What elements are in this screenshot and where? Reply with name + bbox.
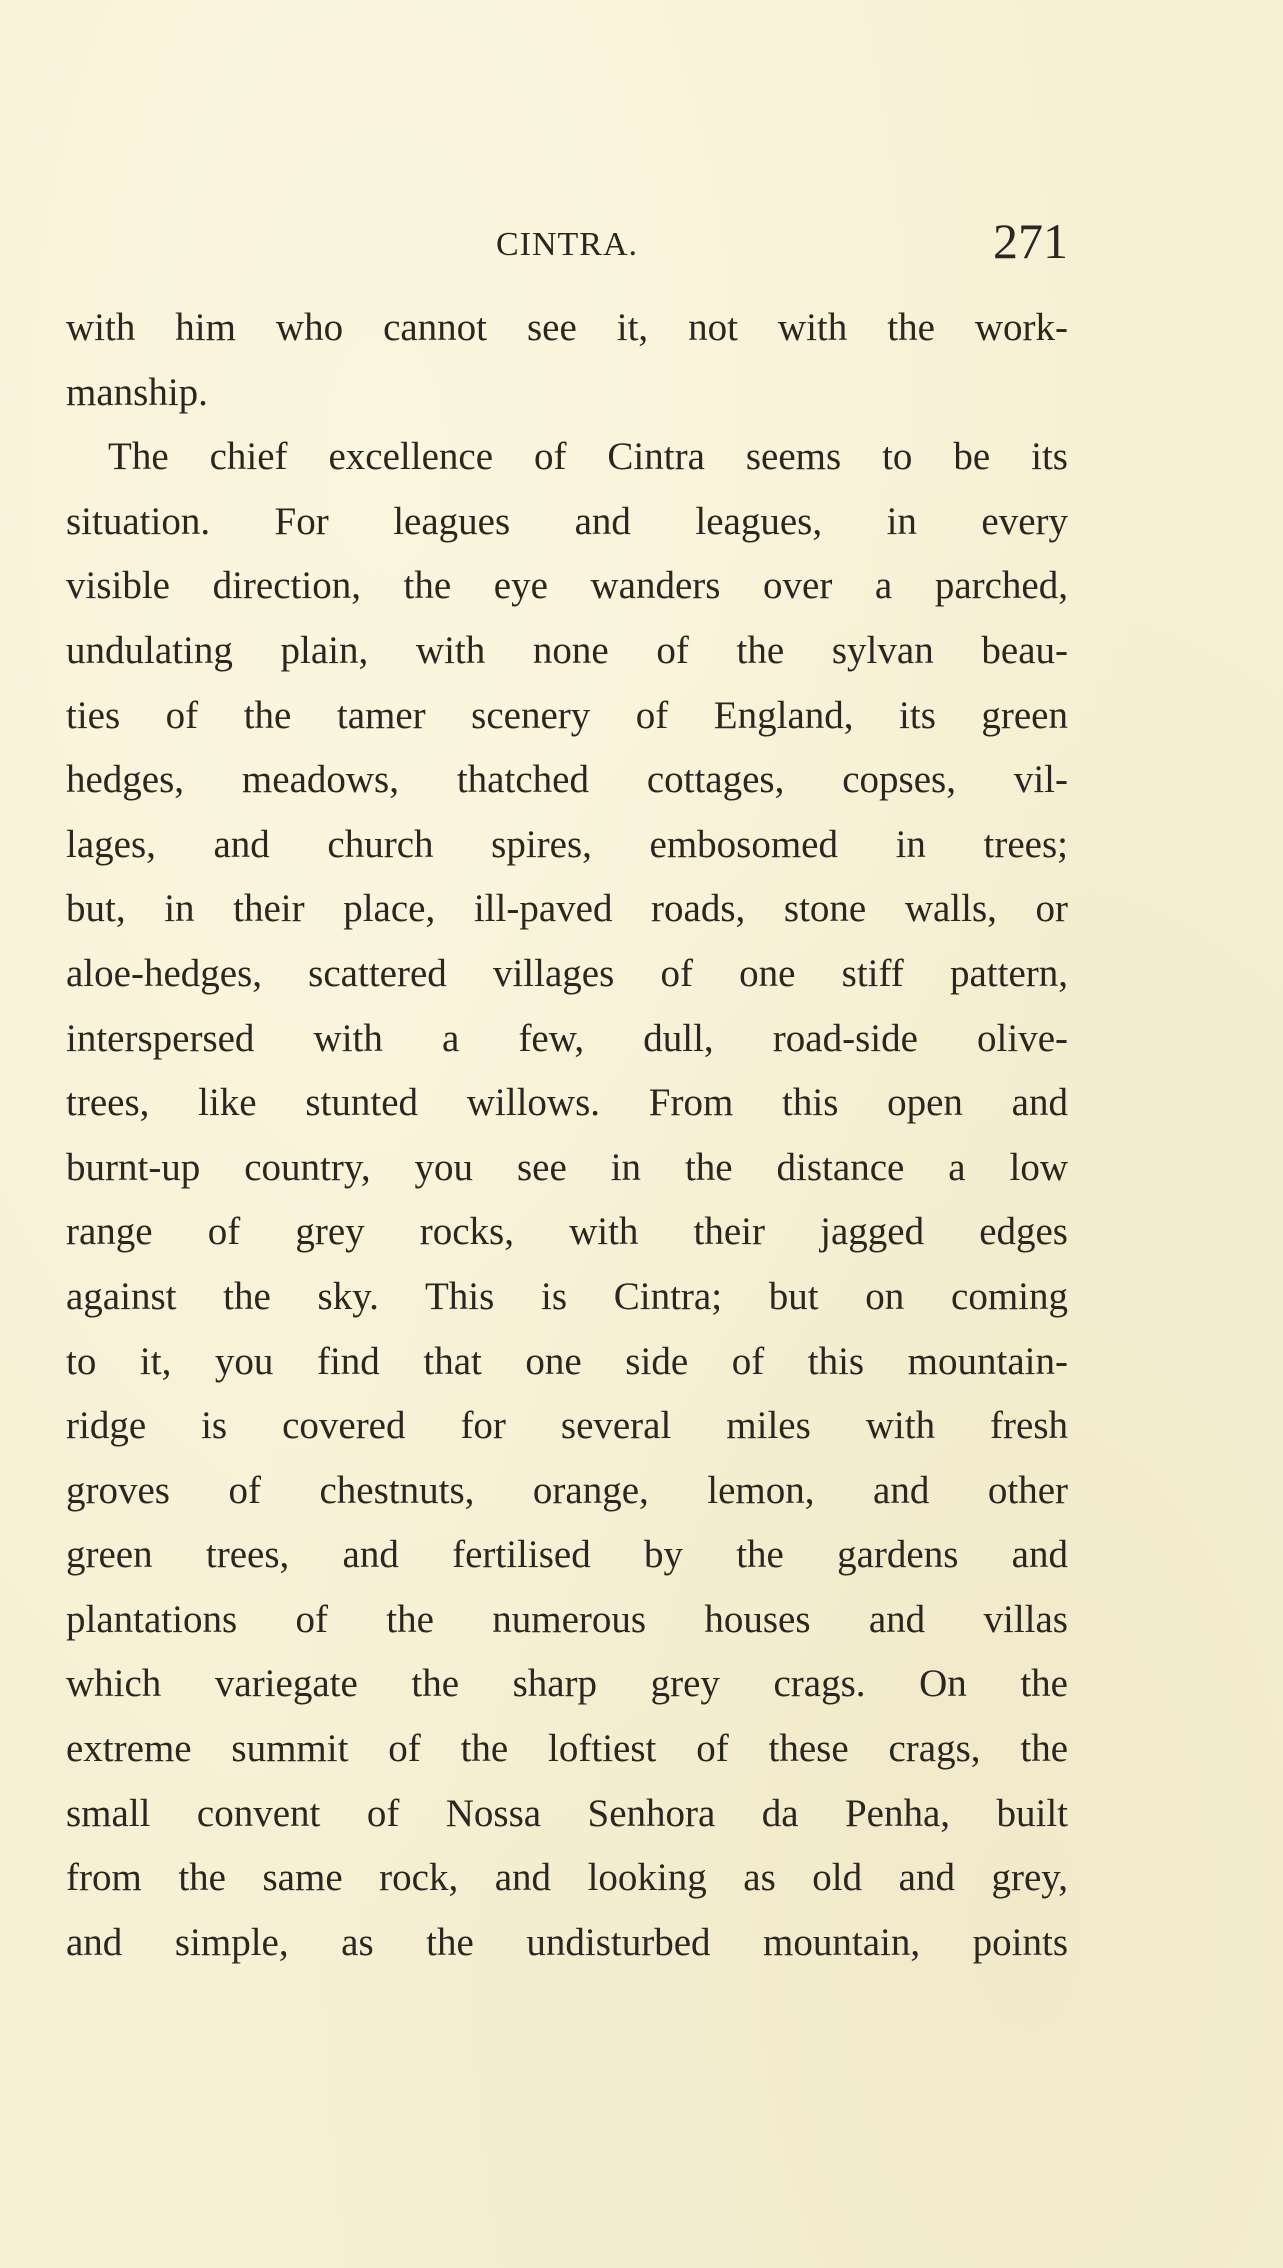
text-line: burnt-up country, you see in the distance a low (66, 1145, 1068, 1189)
text-line: situation. For leagues and leagues, in every (66, 499, 1068, 543)
text-line: to it, you find that one side of this mountain- (66, 1339, 1068, 1383)
text-line: interspersed with a few, dull, road-side olive- (66, 1016, 1068, 1060)
text-line: undulating plain, with none of the sylvan beau- (66, 628, 1068, 672)
text-line: ties of the tamer scenery of England, its green (66, 693, 1068, 737)
text-line: The chief excellence of Cintra seems to be its (108, 435, 1068, 479)
text-line: range of grey rocks, with their jagged edges (66, 1210, 1068, 1254)
text-line: hedges, meadows, thatched cottages, copses, vil- (66, 758, 1068, 802)
text-line: which variegate the sharp grey crags. On the (66, 1662, 1068, 1706)
text-line: small convent of Nossa Senhora da Penha, built (66, 1791, 1068, 1835)
running-head (66, 212, 1068, 272)
text-line: aloe-hedges, scattered villages of one stiff pattern, (66, 951, 1068, 995)
text-line: manship. (66, 370, 208, 414)
text-line: trees, like stunted willows. From this open and (66, 1081, 1068, 1125)
text-line: with him who cannot see it, not with the work- (66, 306, 1068, 349)
text-line: green trees, and fertilised by the gardens and (66, 1533, 1068, 1577)
text-line: against the sky. This is Cintra; but on coming (66, 1274, 1068, 1318)
text-line: but, in their place, ill-paved roads, stone walls, or (66, 887, 1068, 931)
text-line: from the same rock, and looking as old and grey, (66, 1856, 1068, 1900)
text-line: visible direction, the eye wanders over a parched, (66, 564, 1068, 608)
text-line: groves of chestnuts, orange, lemon, and other (66, 1468, 1068, 1512)
text-line: extreme summit of the loftiest of these crags, the (66, 1727, 1068, 1771)
text-line: and simple, as the undisturbed mountain, points (66, 1920, 1068, 1964)
text-line: lages, and church spires, embosomed in trees; (66, 822, 1068, 866)
text-line: plantations of the numerous houses and villas (66, 1597, 1068, 1641)
running-title: CINTRA. (495, 226, 639, 263)
body-text (66, 296, 1068, 1975)
page-number: 271 (993, 213, 1068, 269)
text-line: ridge is covered for several miles with fresh (66, 1404, 1068, 1448)
